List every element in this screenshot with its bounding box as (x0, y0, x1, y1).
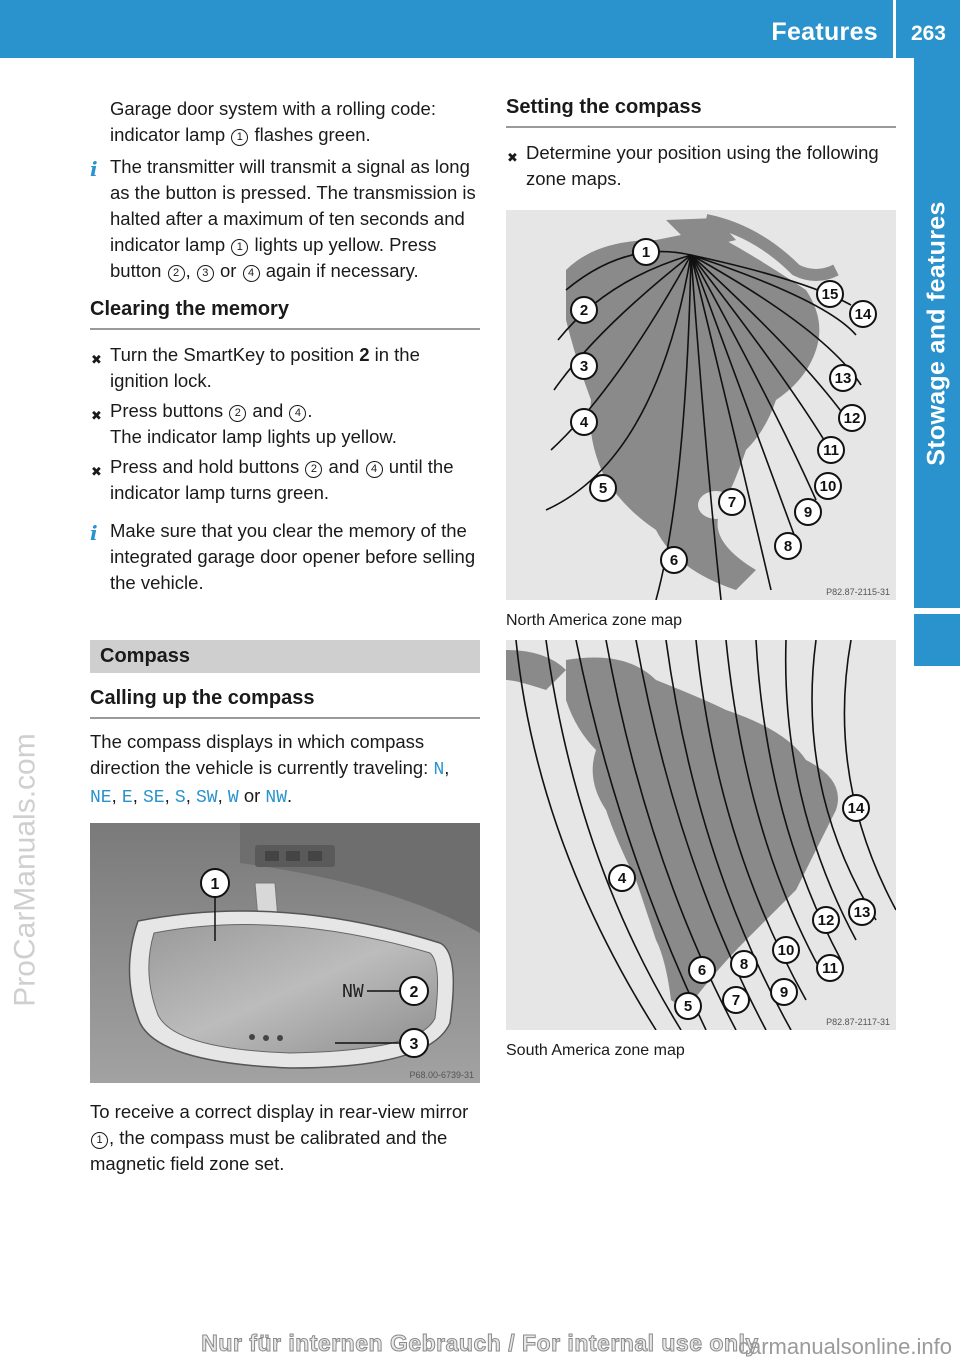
info2-text: Make sure that you clear the memory of the integrated garage door opener before selling the vehicle. (110, 520, 476, 593)
sa-zone-13 (849, 899, 875, 925)
rear-view-mirror-figure (90, 823, 480, 1083)
svg-text:9: 9 (779, 984, 789, 1001)
na-zone-3 (571, 353, 597, 379)
na-zone-11 (818, 437, 844, 463)
mirror-illustration (90, 823, 480, 1083)
marker-4: 4 (366, 461, 383, 478)
intro-line-1: Garage door system with a rolling code: (110, 98, 436, 119)
step2-text-a: Press buttons (110, 400, 224, 421)
marker-1: 1 (91, 1132, 108, 1149)
svg-text:14: 14 (854, 306, 872, 323)
svg-text:1: 1 (210, 876, 220, 893)
svg-text:2: 2 (409, 984, 419, 1001)
dir-e: E (121, 788, 133, 808)
step3-text-a: Press and hold buttons (110, 456, 300, 477)
marker-2: 2 (229, 405, 246, 422)
info1-text-b: lights up yellow. Press button (110, 234, 437, 281)
sa-zone-10 (773, 937, 799, 963)
dir-n: N (433, 760, 445, 780)
step-press-hold (90, 454, 480, 506)
svg-text:3: 3 (579, 358, 589, 375)
step-arrow-icon: ✖ (91, 408, 102, 423)
sa-map-label: P82.87-2117-31 (826, 1017, 890, 1027)
north-america-map-graphic (506, 210, 896, 600)
sa-zone-9 (771, 979, 797, 1005)
south-america-zone-map (506, 640, 896, 1030)
callout-2 (400, 977, 428, 1005)
svg-text:13: 13 (853, 904, 871, 921)
marker-4: 4 (243, 265, 260, 282)
step2-text-b: and (252, 400, 284, 421)
na-zone-7 (719, 489, 745, 515)
sa-zone-8 (731, 951, 757, 977)
dir-sw: SW (195, 788, 218, 808)
na-zone-14 (850, 301, 876, 327)
info1-text-d: again if necessary. (265, 260, 419, 281)
svg-text:10: 10 (777, 942, 795, 959)
sa-map-caption: South America zone map (506, 1042, 685, 1059)
na-map-caption: North America zone map (506, 612, 683, 629)
callout-1 (201, 869, 229, 897)
sa-zone-5 (675, 993, 701, 1019)
na-zone-9 (795, 499, 821, 525)
receive-display-paragraph (90, 1099, 480, 1177)
svg-text:4: 4 (579, 414, 589, 431)
marker-3: 3 (197, 265, 214, 282)
info-icon: i (90, 521, 98, 545)
page-number: 263 (910, 22, 946, 45)
na-zone-12 (839, 405, 865, 431)
svg-text:1: 1 (641, 244, 651, 261)
svg-text:13: 13 (834, 370, 852, 387)
side-tab-label: Stowage and features (922, 200, 951, 466)
info1-text-a: The transmitter will transmit a signal as long as the button is pressed. The transmission is halted after a maximum of ten seconds and indicator lamp (110, 156, 476, 255)
calling-compass-heading: Calling up the compass (90, 687, 480, 719)
na-zone-8 (775, 533, 801, 559)
svg-text:3: 3 (409, 1036, 419, 1053)
svg-text:4: 4 (617, 870, 627, 887)
svg-text:12: 12 (817, 912, 835, 929)
svg-text:5: 5 (598, 480, 608, 497)
step-arrow-icon: ✖ (91, 352, 102, 367)
footer-watermark: Nur für internen Gebrauch / For internal use only (201, 1330, 759, 1356)
dir-se: SE (142, 788, 165, 808)
marker-2: 2 (168, 265, 185, 282)
left-watermark-wrap (6, 520, 46, 1220)
svg-text:11: 11 (822, 960, 838, 977)
svg-text:9: 9 (803, 504, 813, 521)
svg-text:7: 7 (731, 992, 741, 1009)
svg-text:7: 7 (727, 494, 737, 511)
svg-text:10: 10 (819, 478, 837, 495)
svg-text:12: 12 (843, 410, 861, 427)
receive-text-a: To receive a correct display in rear-view mirror (90, 1101, 469, 1122)
header-section-title: Features (771, 18, 878, 46)
na-zone-1 (633, 239, 659, 265)
na-zone-5 (590, 475, 616, 501)
na-zone-13 (830, 365, 856, 391)
svg-text:6: 6 (697, 962, 707, 979)
marker-2: 2 (305, 461, 322, 478)
sa-zone-12 (813, 907, 839, 933)
footer-site-watermark: carmanualsonline.info (737, 1334, 952, 1359)
sa-zone-11 (817, 955, 843, 981)
compass-section-bar: Compass (90, 640, 480, 673)
svg-text:15: 15 (821, 286, 839, 303)
svg-text:8: 8 (739, 956, 749, 973)
na-zone-4 (571, 409, 597, 435)
svg-text:11: 11 (823, 442, 839, 459)
step3-text-c: until the indicator lamp turns green. (110, 456, 454, 503)
determine-text: Determine your position using the following zone maps. (526, 142, 879, 189)
step-determine-position (506, 140, 896, 192)
intro-line-2a: indicator lamp (110, 124, 226, 145)
left-column (90, 96, 480, 1177)
side-tab-label-wrap (914, 58, 960, 608)
info1-text-c: or (220, 260, 237, 281)
side-tab-block (914, 614, 960, 666)
svg-text:6: 6 (669, 552, 679, 569)
dir-w: W (227, 788, 239, 808)
mirror-display-text: NW (342, 981, 364, 1002)
step1-text-a: Turn the SmartKey to position (110, 344, 355, 365)
south-america-map-graphic (506, 640, 896, 1030)
left-watermark: ProCarManuals.com (9, 733, 42, 1007)
sa-zone-14 (843, 795, 869, 821)
setting-compass-heading: Setting the compass (506, 96, 896, 128)
right-column (506, 96, 896, 1060)
step2-result: The indicator lamp lights up yellow. (110, 426, 397, 447)
header-divider (893, 0, 896, 58)
info-note-clear-memory (90, 518, 480, 596)
intro-line-2b: flashes green. (254, 124, 371, 145)
svg-text:2: 2 (579, 302, 589, 319)
compass-text: The compass displays in which compass direction the vehicle is currently traveling: (90, 731, 429, 778)
na-zone-2 (571, 297, 597, 323)
svg-text:8: 8 (783, 538, 793, 555)
dir-nw: NW (265, 788, 288, 808)
step-arrow-icon: ✖ (91, 464, 102, 479)
na-zone-15 (817, 281, 843, 307)
step3-text-b: and (328, 456, 360, 477)
dir-ne: NE (90, 788, 112, 808)
na-zone-10 (815, 473, 841, 499)
mirror-figure-label: P68.00-6739-31 (409, 1070, 474, 1080)
north-america-zone-map (506, 210, 896, 600)
step-turn-key (90, 342, 480, 394)
receive-text-b: , the compass must be calibrated and the magnetic field zone set. (90, 1127, 448, 1174)
info-icon: i (90, 157, 98, 181)
dir-s: S (174, 788, 186, 808)
marker-4: 4 (289, 405, 306, 422)
marker-1: 1 (231, 239, 248, 256)
intro-paragraph (90, 96, 480, 148)
na-zone-6 (661, 547, 687, 573)
svg-text:14: 14 (847, 800, 865, 817)
clearing-memory-heading: Clearing the memory (90, 298, 480, 330)
marker-1: 1 (231, 129, 248, 146)
or-word: or (243, 785, 261, 806)
sa-zone-7 (723, 987, 749, 1013)
step1-text-b: in the ignition lock. (110, 344, 420, 391)
sa-zone-4 (609, 865, 635, 891)
na-map-label: P82.87-2115-31 (826, 587, 890, 597)
svg-text:5: 5 (683, 998, 693, 1015)
info-note-transmitter: i The transmitter will transmit a signal as long as the button is pressed. The transmission is halted after a maximum of ten seconds and indicator lamp 1 lights up yellow. Press button 2 , 3 or 4 again if necessary. (90, 156, 476, 281)
step-press-buttons: ✖ Press buttons 2 and 4 . The indicator lamp lights up yellow. (91, 400, 397, 447)
compass-description: The compass displays in which compass direction the vehicle is currently traveling: N, NE, E, SE, S, SW, W or NW. (90, 731, 450, 808)
callout-3 (400, 1029, 428, 1057)
sa-zone-6 (689, 957, 715, 983)
key-position: 2 (359, 344, 370, 365)
step-arrow-icon: ✖ (507, 150, 518, 165)
